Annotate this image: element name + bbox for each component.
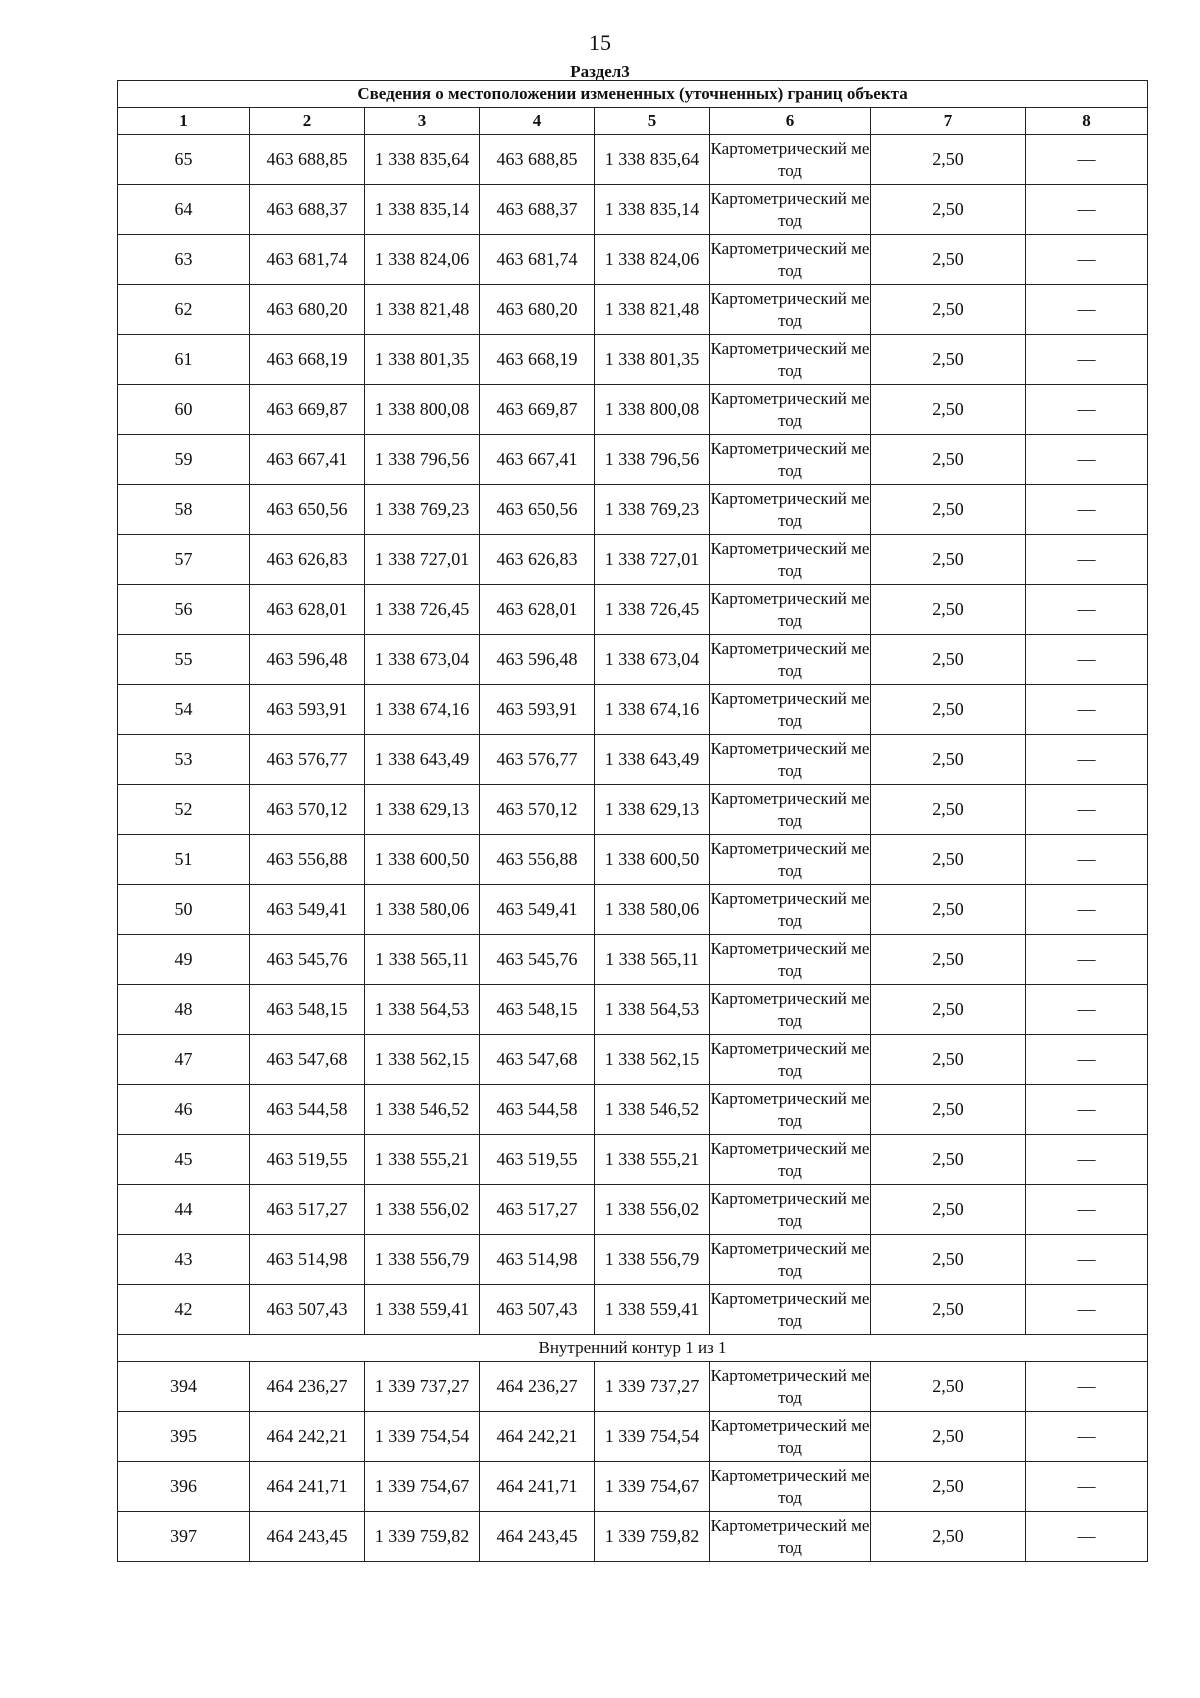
coord-y-old-cell: 1 339 754,67 — [365, 1462, 480, 1512]
accuracy-cell: 2,50 — [871, 235, 1026, 285]
contour-label-row — [118, 1335, 1148, 1362]
contour-label: Внутренний контур 1 из 1 — [118, 1335, 1148, 1362]
coord-y-new-cell: 1 338 556,79 — [595, 1235, 710, 1285]
table-row — [118, 485, 1148, 535]
coord-x-old-cell: 463 667,41 — [250, 435, 365, 485]
method-cell: Картометрический метод — [710, 785, 871, 835]
coord-y-new-cell: 1 338 562,15 — [595, 1035, 710, 1085]
point-number-cell: 396 — [118, 1462, 250, 1512]
coord-x-old-cell: 463 576,77 — [250, 735, 365, 785]
description-cell: — — [1026, 1462, 1148, 1512]
point-number-cell: 65 — [118, 135, 250, 185]
description-cell: — — [1026, 385, 1148, 435]
description-cell: — — [1026, 585, 1148, 635]
method-cell: Картометрический метод — [710, 685, 871, 735]
description-cell: — — [1026, 1135, 1148, 1185]
table-row — [118, 1185, 1148, 1235]
coord-y-old-cell: 1 338 673,04 — [365, 635, 480, 685]
description-cell: — — [1026, 1035, 1148, 1085]
method-cell: Картометрический метод — [710, 135, 871, 185]
description-cell: — — [1026, 435, 1148, 485]
table-row — [118, 885, 1148, 935]
accuracy-cell: 2,50 — [871, 1462, 1026, 1512]
coord-x-new-cell: 463 626,83 — [480, 535, 595, 585]
coord-y-new-cell: 1 338 580,06 — [595, 885, 710, 935]
method-cell: Картометрический метод — [710, 1462, 871, 1512]
coord-x-old-cell: 463 668,19 — [250, 335, 365, 385]
table-row — [118, 1412, 1148, 1462]
coord-x-old-cell: 464 236,27 — [250, 1362, 365, 1412]
coord-x-old-cell: 463 680,20 — [250, 285, 365, 335]
point-number-cell: 45 — [118, 1135, 250, 1185]
method-cell: Картометрический метод — [710, 1512, 871, 1562]
coord-y-new-cell: 1 338 824,06 — [595, 235, 710, 285]
description-cell: — — [1026, 235, 1148, 285]
column-number-8: 8 — [1026, 108, 1148, 135]
method-cell: Картометрический метод — [710, 1035, 871, 1085]
accuracy-cell: 2,50 — [871, 135, 1026, 185]
coord-x-new-cell: 463 668,19 — [480, 335, 595, 385]
point-number-cell: 59 — [118, 435, 250, 485]
coord-x-new-cell: 464 242,21 — [480, 1412, 595, 1462]
coord-x-old-cell: 464 243,45 — [250, 1512, 365, 1562]
coord-y-new-cell: 1 338 801,35 — [595, 335, 710, 385]
description-cell: — — [1026, 1285, 1148, 1335]
accuracy-cell: 2,50 — [871, 1085, 1026, 1135]
coord-x-new-cell: 463 593,91 — [480, 685, 595, 735]
table-row — [118, 1362, 1148, 1412]
point-number-cell: 57 — [118, 535, 250, 585]
coord-x-old-cell: 463 514,98 — [250, 1235, 365, 1285]
coord-x-old-cell: 463 681,74 — [250, 235, 365, 285]
coord-y-new-cell: 1 338 556,02 — [595, 1185, 710, 1235]
coord-y-new-cell: 1 339 737,27 — [595, 1362, 710, 1412]
coord-x-old-cell: 463 688,37 — [250, 185, 365, 235]
method-cell: Картометрический метод — [710, 335, 871, 385]
column-number-row — [118, 108, 1148, 135]
method-cell: Картометрический метод — [710, 485, 871, 535]
coord-x-old-cell: 463 626,83 — [250, 535, 365, 585]
method-cell: Картометрический метод — [710, 435, 871, 485]
column-number-1: 1 — [118, 108, 250, 135]
accuracy-cell: 2,50 — [871, 735, 1026, 785]
coord-y-old-cell: 1 338 800,08 — [365, 385, 480, 435]
method-cell: Картометрический метод — [710, 985, 871, 1035]
table-row — [118, 785, 1148, 835]
coord-y-new-cell: 1 338 796,56 — [595, 435, 710, 485]
table-row — [118, 835, 1148, 885]
coord-x-new-cell: 463 556,88 — [480, 835, 595, 885]
coord-x-old-cell: 463 519,55 — [250, 1135, 365, 1185]
coord-x-old-cell: 463 544,58 — [250, 1085, 365, 1135]
table-row — [118, 1235, 1148, 1285]
point-number-cell: 397 — [118, 1512, 250, 1562]
method-cell: Картометрический метод — [710, 185, 871, 235]
coord-y-old-cell: 1 338 835,14 — [365, 185, 480, 235]
table-row — [118, 1462, 1148, 1512]
accuracy-cell: 2,50 — [871, 335, 1026, 385]
point-number-cell: 52 — [118, 785, 250, 835]
point-number-cell: 50 — [118, 885, 250, 935]
coord-y-new-cell: 1 338 559,41 — [595, 1285, 710, 1335]
description-cell: — — [1026, 1512, 1148, 1562]
coord-x-new-cell: 463 576,77 — [480, 735, 595, 785]
table-row — [118, 335, 1148, 385]
coord-x-new-cell: 463 681,74 — [480, 235, 595, 285]
point-number-cell: 62 — [118, 285, 250, 335]
coord-y-old-cell: 1 338 726,45 — [365, 585, 480, 635]
description-cell: — — [1026, 285, 1148, 335]
description-cell: — — [1026, 785, 1148, 835]
table-body — [118, 135, 1148, 1562]
coord-y-old-cell: 1 338 564,53 — [365, 985, 480, 1035]
accuracy-cell: 2,50 — [871, 535, 1026, 585]
table-row — [118, 585, 1148, 635]
coord-x-new-cell: 463 570,12 — [480, 785, 595, 835]
coord-x-old-cell: 463 593,91 — [250, 685, 365, 735]
coord-x-new-cell: 463 547,68 — [480, 1035, 595, 1085]
method-cell: Картометрический метод — [710, 535, 871, 585]
accuracy-cell: 2,50 — [871, 835, 1026, 885]
column-number-2: 2 — [250, 108, 365, 135]
coord-y-new-cell: 1 339 754,67 — [595, 1462, 710, 1512]
coord-x-new-cell: 463 549,41 — [480, 885, 595, 935]
coord-y-new-cell: 1 338 674,16 — [595, 685, 710, 735]
coord-y-new-cell: 1 338 727,01 — [595, 535, 710, 585]
column-number-7: 7 — [871, 108, 1026, 135]
coord-y-old-cell: 1 338 562,15 — [365, 1035, 480, 1085]
coord-y-new-cell: 1 338 564,53 — [595, 985, 710, 1035]
coord-x-old-cell: 463 547,68 — [250, 1035, 365, 1085]
coord-x-new-cell: 463 688,37 — [480, 185, 595, 235]
coord-y-old-cell: 1 338 556,02 — [365, 1185, 480, 1235]
coord-y-old-cell: 1 338 821,48 — [365, 285, 480, 335]
table-row — [118, 1085, 1148, 1135]
point-number-cell: 55 — [118, 635, 250, 685]
coord-y-old-cell: 1 339 759,82 — [365, 1512, 480, 1562]
accuracy-cell: 2,50 — [871, 485, 1026, 535]
coord-x-old-cell: 463 596,48 — [250, 635, 365, 685]
accuracy-cell: 2,50 — [871, 635, 1026, 685]
coord-x-old-cell: 463 556,88 — [250, 835, 365, 885]
coord-x-new-cell: 463 519,55 — [480, 1135, 595, 1185]
table-row — [118, 135, 1148, 185]
coord-y-old-cell: 1 338 546,52 — [365, 1085, 480, 1135]
table-row — [118, 385, 1148, 435]
coord-y-old-cell: 1 338 559,41 — [365, 1285, 480, 1335]
coord-y-old-cell: 1 338 801,35 — [365, 335, 480, 385]
description-cell: — — [1026, 335, 1148, 385]
coord-x-old-cell: 463 507,43 — [250, 1285, 365, 1335]
coord-y-new-cell: 1 338 546,52 — [595, 1085, 710, 1135]
accuracy-cell: 2,50 — [871, 935, 1026, 985]
accuracy-cell: 2,50 — [871, 1185, 1026, 1235]
description-cell: — — [1026, 685, 1148, 735]
coord-x-new-cell: 463 667,41 — [480, 435, 595, 485]
coord-x-new-cell: 464 243,45 — [480, 1512, 595, 1562]
coord-x-old-cell: 464 242,21 — [250, 1412, 365, 1462]
method-cell: Картометрический метод — [710, 885, 871, 935]
coord-x-new-cell: 463 596,48 — [480, 635, 595, 685]
description-cell: — — [1026, 635, 1148, 685]
coord-y-new-cell: 1 338 769,23 — [595, 485, 710, 535]
coord-x-old-cell: 463 669,87 — [250, 385, 365, 435]
coord-y-new-cell: 1 338 726,45 — [595, 585, 710, 635]
description-cell: — — [1026, 885, 1148, 935]
description-cell: — — [1026, 1085, 1148, 1135]
coord-x-old-cell: 463 570,12 — [250, 785, 365, 835]
method-cell: Картометрический метод — [710, 1235, 871, 1285]
coord-x-old-cell: 464 241,71 — [250, 1462, 365, 1512]
table-row — [118, 735, 1148, 785]
coord-x-new-cell: 463 544,58 — [480, 1085, 595, 1135]
description-cell: — — [1026, 935, 1148, 985]
coord-x-old-cell: 463 545,76 — [250, 935, 365, 985]
accuracy-cell: 2,50 — [871, 1285, 1026, 1335]
point-number-cell: 58 — [118, 485, 250, 535]
column-number-6: 6 — [710, 108, 871, 135]
accuracy-cell: 2,50 — [871, 1035, 1026, 1085]
point-number-cell: 53 — [118, 735, 250, 785]
coord-y-old-cell: 1 338 643,49 — [365, 735, 480, 785]
method-cell: Картометрический метод — [710, 835, 871, 885]
accuracy-cell: 2,50 — [871, 1135, 1026, 1185]
coord-y-old-cell: 1 338 835,64 — [365, 135, 480, 185]
coord-y-new-cell: 1 338 835,14 — [595, 185, 710, 235]
coord-x-old-cell: 463 688,85 — [250, 135, 365, 185]
table-row — [118, 285, 1148, 335]
point-number-cell: 63 — [118, 235, 250, 285]
accuracy-cell: 2,50 — [871, 1412, 1026, 1462]
description-cell: — — [1026, 1235, 1148, 1285]
method-cell: Картометрический метод — [710, 1285, 871, 1335]
description-cell: — — [1026, 985, 1148, 1035]
point-number-cell: 48 — [118, 985, 250, 1035]
table-row — [118, 1512, 1148, 1562]
point-number-cell: 56 — [118, 585, 250, 635]
coord-y-old-cell: 1 338 565,11 — [365, 935, 480, 985]
accuracy-cell: 2,50 — [871, 185, 1026, 235]
coord-x-new-cell: 463 514,98 — [480, 1235, 595, 1285]
coord-y-new-cell: 1 338 800,08 — [595, 385, 710, 435]
coord-y-old-cell: 1 339 737,27 — [365, 1362, 480, 1412]
coord-y-old-cell: 1 338 796,56 — [365, 435, 480, 485]
point-number-cell: 42 — [118, 1285, 250, 1335]
table-row — [118, 1135, 1148, 1185]
table-row — [118, 985, 1148, 1035]
point-number-cell: 51 — [118, 835, 250, 885]
coord-y-old-cell: 1 338 556,79 — [365, 1235, 480, 1285]
coord-y-old-cell: 1 338 824,06 — [365, 235, 480, 285]
coord-y-new-cell: 1 338 629,13 — [595, 785, 710, 835]
coord-x-old-cell: 463 548,15 — [250, 985, 365, 1035]
coord-x-new-cell: 463 680,20 — [480, 285, 595, 335]
table-row — [118, 1035, 1148, 1085]
description-cell: — — [1026, 135, 1148, 185]
accuracy-cell: 2,50 — [871, 585, 1026, 635]
coord-x-new-cell: 463 517,27 — [480, 1185, 595, 1235]
description-cell: — — [1026, 185, 1148, 235]
method-cell: Картометрический метод — [710, 1185, 871, 1235]
page-number: 15 — [589, 30, 611, 55]
method-cell: Картометрический метод — [710, 1362, 871, 1412]
method-cell: Картометрический метод — [710, 635, 871, 685]
point-number-cell: 61 — [118, 335, 250, 385]
point-number-cell: 47 — [118, 1035, 250, 1085]
column-number-5: 5 — [595, 108, 710, 135]
table-row — [118, 185, 1148, 235]
coord-x-new-cell: 463 548,15 — [480, 985, 595, 1035]
coord-y-new-cell: 1 338 555,21 — [595, 1135, 710, 1185]
coord-x-new-cell: 463 545,76 — [480, 935, 595, 985]
coord-y-new-cell: 1 339 759,82 — [595, 1512, 710, 1562]
coord-x-new-cell: 463 650,56 — [480, 485, 595, 535]
description-cell: — — [1026, 735, 1148, 785]
coord-y-new-cell: 1 338 565,11 — [595, 935, 710, 985]
method-cell: Картометрический метод — [710, 235, 871, 285]
accuracy-cell: 2,50 — [871, 1512, 1026, 1562]
point-number-cell: 46 — [118, 1085, 250, 1135]
accuracy-cell: 2,50 — [871, 685, 1026, 735]
table-caption-row — [118, 81, 1148, 108]
coord-y-new-cell: 1 339 754,54 — [595, 1412, 710, 1462]
coord-y-old-cell: 1 338 555,21 — [365, 1135, 480, 1185]
method-cell: Картометрический метод — [710, 585, 871, 635]
coord-y-old-cell: 1 338 727,01 — [365, 535, 480, 585]
coord-x-new-cell: 463 669,87 — [480, 385, 595, 435]
accuracy-cell: 2,50 — [871, 985, 1026, 1035]
table-row — [118, 685, 1148, 735]
method-cell: Картометрический метод — [710, 385, 871, 435]
method-cell: Картометрический метод — [710, 935, 871, 985]
method-cell: Картометрический метод — [710, 1135, 871, 1185]
accuracy-cell: 2,50 — [871, 1362, 1026, 1412]
method-cell: Картометрический метод — [710, 1085, 871, 1135]
coord-y-new-cell: 1 338 643,49 — [595, 735, 710, 785]
accuracy-cell: 2,50 — [871, 385, 1026, 435]
coord-x-old-cell: 463 517,27 — [250, 1185, 365, 1235]
coord-y-old-cell: 1 338 769,23 — [365, 485, 480, 535]
description-cell: — — [1026, 485, 1148, 535]
table-row — [118, 935, 1148, 985]
method-cell: Картометрический метод — [710, 735, 871, 785]
point-number-cell: 43 — [118, 1235, 250, 1285]
coord-y-new-cell: 1 338 835,64 — [595, 135, 710, 185]
point-number-cell: 395 — [118, 1412, 250, 1462]
table-caption: Сведения о местоположении измененных (уточненных) границ объекта — [118, 81, 1148, 108]
accuracy-cell: 2,50 — [871, 785, 1026, 835]
boundary-table — [117, 80, 1148, 1562]
description-cell: — — [1026, 1185, 1148, 1235]
coord-x-new-cell: 464 241,71 — [480, 1462, 595, 1512]
point-number-cell: 60 — [118, 385, 250, 435]
accuracy-cell: 2,50 — [871, 285, 1026, 335]
description-cell: — — [1026, 835, 1148, 885]
coord-y-old-cell: 1 338 629,13 — [365, 785, 480, 835]
column-number-4: 4 — [480, 108, 595, 135]
coord-x-old-cell: 463 650,56 — [250, 485, 365, 535]
section-title: Раздел3 — [570, 62, 630, 81]
accuracy-cell: 2,50 — [871, 435, 1026, 485]
point-number-cell: 64 — [118, 185, 250, 235]
point-number-cell: 44 — [118, 1185, 250, 1235]
table-row — [118, 635, 1148, 685]
coord-y-new-cell: 1 338 600,50 — [595, 835, 710, 885]
method-cell: Картометрический метод — [710, 285, 871, 335]
table-row — [118, 235, 1148, 285]
point-number-cell: 49 — [118, 935, 250, 985]
coord-x-new-cell: 464 236,27 — [480, 1362, 595, 1412]
point-number-cell: 54 — [118, 685, 250, 735]
coord-y-old-cell: 1 338 600,50 — [365, 835, 480, 885]
description-cell: — — [1026, 535, 1148, 585]
coord-y-new-cell: 1 338 821,48 — [595, 285, 710, 335]
coord-x-old-cell: 463 628,01 — [250, 585, 365, 635]
coord-x-old-cell: 463 549,41 — [250, 885, 365, 935]
table-row — [118, 435, 1148, 485]
coord-y-old-cell: 1 339 754,54 — [365, 1412, 480, 1462]
description-cell: — — [1026, 1412, 1148, 1462]
table-row — [118, 535, 1148, 585]
coord-y-old-cell: 1 338 674,16 — [365, 685, 480, 735]
coord-y-old-cell: 1 338 580,06 — [365, 885, 480, 935]
description-cell: — — [1026, 1362, 1148, 1412]
coord-x-new-cell: 463 507,43 — [480, 1285, 595, 1335]
column-number-3: 3 — [365, 108, 480, 135]
table-row — [118, 1285, 1148, 1335]
coord-y-new-cell: 1 338 673,04 — [595, 635, 710, 685]
accuracy-cell: 2,50 — [871, 1235, 1026, 1285]
point-number-cell: 394 — [118, 1362, 250, 1412]
accuracy-cell: 2,50 — [871, 885, 1026, 935]
coord-x-new-cell: 463 688,85 — [480, 135, 595, 185]
coord-x-new-cell: 463 628,01 — [480, 585, 595, 635]
method-cell: Картометрический метод — [710, 1412, 871, 1462]
